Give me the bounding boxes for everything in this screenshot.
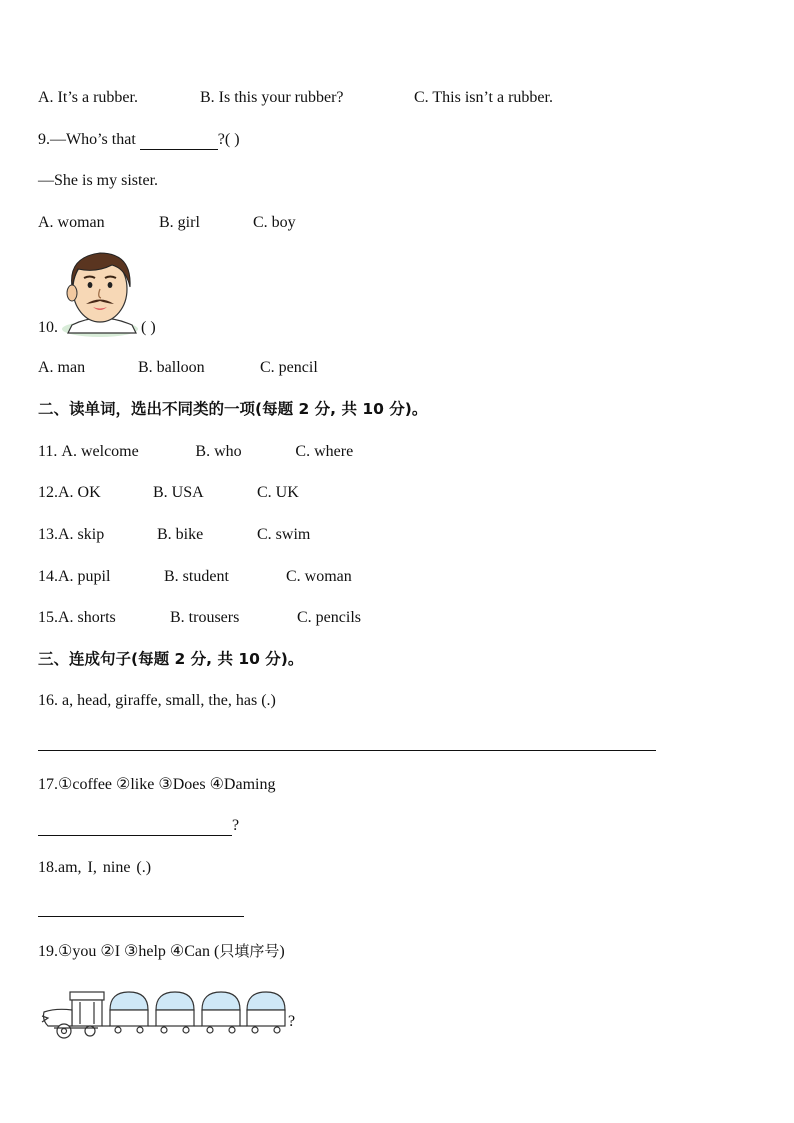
q9-option-a: A. woman: [38, 214, 105, 231]
q17-answer: [38, 816, 239, 836]
q9-options: [38, 213, 296, 233]
q14-option-c: C. woman: [286, 568, 352, 585]
ear: [67, 285, 77, 301]
train-car-3: [194, 992, 240, 1033]
q19-words: 19.①you ②I ③help ④Can (: [38, 943, 220, 960]
section3-title: 三、连成句子(每题 2 分, 共 10 分)。: [38, 650, 304, 668]
q9-stem-start: 9.—Who’s that: [38, 131, 136, 148]
q12-option-c: C. UK: [257, 484, 299, 501]
q16-text: 16. a, head, giraffe, small, the, has (.): [38, 692, 276, 709]
q15-option-a: A. shorts: [58, 609, 116, 626]
q10-option-a: A. man: [38, 359, 86, 376]
q13-option-a: A. skip: [58, 526, 105, 543]
q19-close: ): [279, 943, 285, 960]
q11-row: [38, 442, 353, 462]
q12-option-b: B. USA: [153, 484, 204, 501]
q14-num: 14.: [38, 568, 58, 585]
q14-row: [38, 567, 352, 587]
q10-option-c: C. pencil: [260, 359, 318, 376]
q9-option-b: B. girl: [159, 214, 200, 231]
q13-num: 13.: [38, 526, 58, 543]
q10-bracket: ( ): [141, 319, 156, 336]
left-eye: [88, 282, 93, 288]
q13-option-c: C. swim: [257, 526, 311, 543]
q8-option-c: C. This isn’t a rubber.: [414, 89, 553, 106]
q15-num: 15.: [38, 609, 58, 626]
q8-options: [38, 88, 553, 108]
q12-row: [38, 483, 299, 503]
section2-title: 二、读单词，选出不同类的一项(每题 2 分, 共 10 分)。: [38, 400, 428, 418]
q16-answer-line[interactable]: [38, 750, 656, 751]
q11-option-c: C. where: [295, 443, 354, 460]
q8-option-b: B. Is this your rubber?: [200, 89, 344, 106]
q14-option-a: A. pupil: [58, 568, 111, 585]
man-face-illustration: [60, 247, 144, 337]
q17-text: 17.①coffee ②like ③Does ④Daming: [38, 776, 276, 793]
q11-option-a: A. welcome: [61, 443, 139, 460]
q9-stem-end: ?( ): [217, 131, 240, 148]
q19-question-mark: ?: [288, 1013, 296, 1030]
q18-text: 18.am, I, nine (.): [38, 859, 152, 876]
q17-answer-line[interactable]: [38, 819, 232, 836]
q18-answer-line[interactable]: [38, 916, 244, 917]
q9-answer: —She is my sister.: [38, 172, 159, 189]
q15-option-c: C. pencils: [297, 609, 361, 626]
q11-num: 11.: [38, 443, 62, 460]
train-car-2: [148, 992, 194, 1033]
q12-num: 12.: [38, 484, 58, 501]
train-car-1: [102, 992, 148, 1033]
q15-option-b: B. trousers: [170, 609, 240, 626]
q10-number: 10.: [38, 319, 58, 336]
right-eye: [108, 282, 113, 288]
q15-row: [38, 608, 361, 628]
q19-text: [38, 941, 285, 962]
q8-option-a: A. It’s a rubber.: [38, 89, 138, 106]
q19-note: 只填序号: [219, 942, 280, 960]
train-illustration: [40, 988, 290, 1042]
q14-option-b: B. student: [164, 568, 229, 585]
q10-options: [38, 358, 318, 378]
q13-row: [38, 525, 310, 545]
q9-option-c: C. boy: [253, 214, 296, 231]
q12-option-a: A. OK: [58, 484, 101, 501]
q13-option-b: B. bike: [157, 526, 204, 543]
q11-option-b: B. who: [195, 443, 242, 460]
q9-stem: [38, 130, 240, 150]
locomotive-icon: [42, 992, 104, 1038]
q17-question-mark: ?: [232, 817, 240, 834]
q10-option-b: B. balloon: [138, 359, 205, 376]
train-car-4: [240, 992, 285, 1033]
q9-answer-blank[interactable]: [140, 133, 218, 150]
